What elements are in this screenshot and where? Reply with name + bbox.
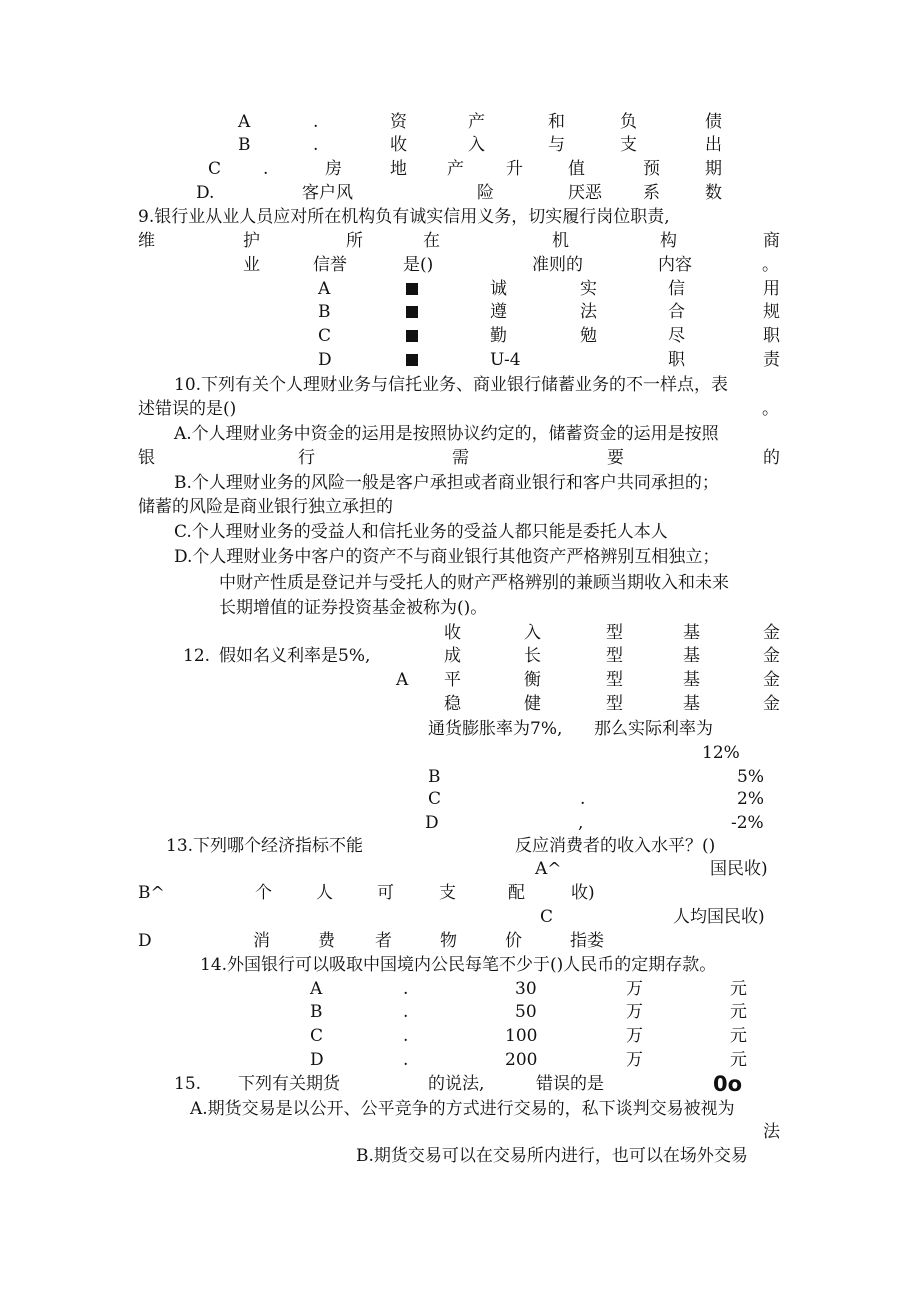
q13-option-c: C 人均国民收) [540, 907, 765, 927]
q10-option-b: B.个人理财业务的风险一般是客户承担或者商业银行和客户共同承担的； [174, 473, 719, 493]
q13-option-d: D 消 费 者 物 价 指娄 [138, 931, 604, 951]
q13-question: 13.下列哪个经济指标不能 反应消费者的收入水平？() [166, 836, 716, 856]
q12-option-a: 12% [702, 743, 740, 763]
q9-option-a: A 诚 实 信 用 [0, 277, 920, 301]
q14-option-a: A . 30 万 元 [310, 979, 747, 999]
q14-option-c: C . 100 万 元 [310, 1026, 747, 1046]
q9-option-b: B 遵 法 合 规 [0, 300, 920, 324]
q10-option-b-cont: 储蓄的风险是商业银行独立承担的 [138, 497, 393, 517]
q9-question: 9.银行业从业人员应对所在机构负有诚实信用义务，切实履行岗位职责, [138, 207, 670, 227]
bullet-square-icon [406, 277, 418, 302]
q9-line3: 业 信誉 是() 准则的 内容 。 [243, 255, 779, 275]
q10-option-d: D.个人理财业务中客户的资产不与商业银行其他资产严格辨别互相独立； [174, 547, 720, 567]
q15-option-a-cont: 法 [763, 1122, 780, 1142]
q10-option-c: C.个人理财业务的受益人和信托业务的受益人都只能是委托人本人 [174, 522, 668, 542]
q15-question: 15. 下列有关期货 的说法, 错误的是 0o [174, 1072, 743, 1096]
q11-question-cont: 长期增值的证券投资基金被称为()。 [219, 598, 488, 618]
q12-line: 12. 假如名义利率是5%, [183, 646, 371, 666]
q9-option-c: C 勤 勉 尽 职 [0, 324, 920, 348]
q14-question: 14.外国银行可以吸取中国境内公民每笔不少于()人民币的定期存款。 [200, 955, 717, 975]
q8-option-b: B . 收 入 与 支 出 [238, 135, 722, 155]
q8-option-c: C . 房 地 产 升 值 预 期 [208, 159, 722, 179]
q12-option-d: D , -2% [425, 813, 764, 833]
q8-option-a: A . 资 产 和 负 债 [238, 112, 722, 132]
q13-option-b: B^ 个 人 可 支 配 收) [138, 883, 595, 903]
q10-option-a: A.个人理财业务中资金的运用是按照协议约定的，储蓄资金的运用是按照 [174, 424, 719, 444]
q11-question: 中财产性质是登记并与受托人的财产严格辨别的兼顾当期收入和未来 [219, 573, 729, 593]
q12-question-cont: 通货膨胀率为7%, 那么实际利率为 [428, 719, 713, 739]
q15-option-a: A.期货交易是以公开、公平竞争的方式进行交易的，私下谈判交易被视为 [190, 1099, 735, 1119]
q14-option-d: D . 200 万 元 [310, 1050, 747, 1070]
bullet-square-icon [406, 300, 418, 325]
q10-question: 10.下列有关个人理财业务与信托业务、商业银行储蓄业务的不一样点，表 [174, 375, 729, 395]
q10-question-cont: 述错误的是() 。 [138, 399, 779, 419]
bullet-square-icon [406, 348, 418, 373]
q11-option-1: 收 入 型 基 金 [444, 623, 780, 643]
q15-option-b: B.期货交易可以在交易所内进行，也可以在场外交易 [356, 1146, 748, 1166]
bullet-square-icon [406, 324, 418, 349]
q12-option-c: C . 2% [428, 789, 764, 809]
q8-option-d: D. 客户风 险 厌恶 系 数 [196, 183, 722, 203]
q11-option-3: A 平 衡 型 基 金 [396, 670, 780, 690]
q9-option-d: D U-4 职 责 [0, 348, 920, 372]
q11-option-2: 成 长 型 基 金 [444, 646, 780, 666]
q12-option-b: B 5% [428, 767, 764, 787]
q13-option-a: A^ 国民收) [535, 859, 768, 879]
q9-line2: 维 护 所 在 机 构 商 [138, 231, 780, 251]
q11-option-4: 稳 健 型 基 金 [444, 694, 780, 714]
q14-option-b: B . 50 万 元 [310, 1002, 747, 1022]
q10-option-a-cont: 银 行 需 要 的 [138, 448, 780, 468]
